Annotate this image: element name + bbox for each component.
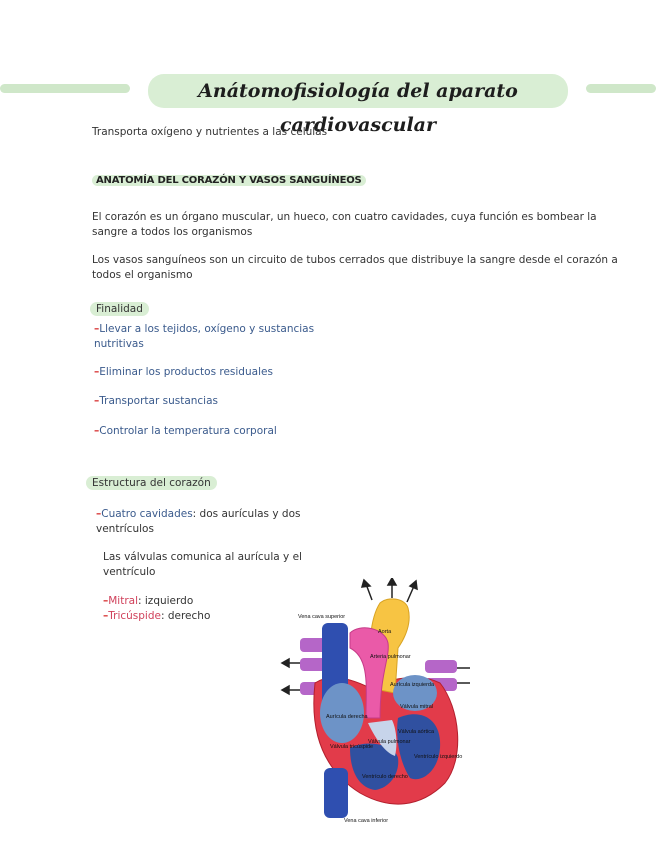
finalidad-label — [90, 297, 149, 316]
dash-bullet: – — [94, 323, 100, 335]
tricuspide-item — [103, 609, 210, 624]
title-line-left — [0, 84, 130, 93]
label-auricula-izquierda: Aurícula izquierda — [390, 682, 435, 688]
label-ventriculo-derecho: Ventrículo derecho — [362, 774, 408, 780]
label-valvula-pulmonar: Válvula pulmonar — [368, 739, 411, 745]
dash-bullet: – — [103, 595, 109, 607]
cavidades-item — [96, 507, 311, 537]
label-auricula-derecha: Aurícula derecha — [326, 714, 368, 720]
list-item — [94, 424, 277, 439]
dash-bullet: – — [103, 610, 109, 622]
heart-diagram — [280, 578, 480, 828]
label-aorta: Aorta — [378, 629, 392, 635]
label-valvula-tricuspide: Válvula tricúspide — [330, 744, 374, 750]
tricuspide-term: Tricúspide — [108, 610, 161, 622]
label-valvula-aortica: Válvula aórtica — [398, 729, 435, 735]
mitral-term: Mitral — [108, 595, 139, 607]
label-arteria-pulmonar: Arteria pulmonar — [370, 654, 411, 660]
list-item-text: Llevar a los tejidos, oxígeno y sustancias nutritivas — [94, 323, 315, 350]
list-item — [94, 322, 329, 352]
dash-bullet: – — [94, 366, 100, 378]
list-item — [94, 394, 218, 409]
dash-bullet: – — [94, 395, 100, 407]
mitral-item — [103, 594, 193, 609]
section-heading-text: ANATOMÍA DEL CORAZÓN Y VASOS SANGUÍNEOS — [92, 175, 366, 186]
section-heading-anatomia — [92, 175, 366, 186]
page-title: Anátomofisiología del aparato cardiovascular — [148, 74, 568, 108]
estructura-label-text: Estructura del corazón — [86, 476, 217, 490]
list-item-text: Eliminar los productos residuales — [99, 366, 273, 378]
tricuspide-rest: : derecho — [160, 610, 211, 622]
title-line-right — [586, 84, 656, 93]
paragraph-vasos: Los vasos sanguíneos son un circuito de tubos cerrados que distribuye la sangre desde el corazón a todos el organismo — [92, 254, 618, 281]
valvulas-text: Las válvulas comunica al aurícula y el ventrículo — [103, 551, 302, 578]
cavidades-rest: : dos aurículas y dos ventrículos — [96, 508, 301, 535]
list-item-text: Controlar la temperatura corporal — [99, 425, 277, 437]
mitral-rest: : izquierdo — [138, 595, 194, 607]
paragraph-corazon: El corazón es un órgano muscular, un hueco, con cuatro cavidades, cuya función es bombear la sangre a todos los organismos — [92, 211, 597, 238]
right-atrium — [320, 683, 364, 743]
dash-bullet: – — [94, 425, 100, 437]
pulmonary-vein-right — [425, 660, 457, 673]
intro-text: Transporta oxígeno y nutrientes a las células — [92, 126, 328, 138]
label-valvula-mitral: Válvula mitral — [400, 704, 434, 710]
list-item — [94, 365, 273, 380]
estructura-label — [86, 471, 217, 490]
finalidad-label-text: Finalidad — [90, 302, 149, 316]
vena-cava-inferior — [324, 768, 348, 818]
label-vena-cava-superior: Vena cava superior — [298, 614, 346, 620]
cavidades-term: Cuatro cavidades — [101, 508, 193, 520]
label-ventriculo-izquierdo: Ventrículo izquierdo — [414, 754, 463, 760]
list-item-text: Transportar sustancias — [99, 395, 219, 407]
dash-bullet: – — [96, 508, 102, 520]
label-vena-cava-inferior: Vena cava inferior — [344, 818, 389, 824]
